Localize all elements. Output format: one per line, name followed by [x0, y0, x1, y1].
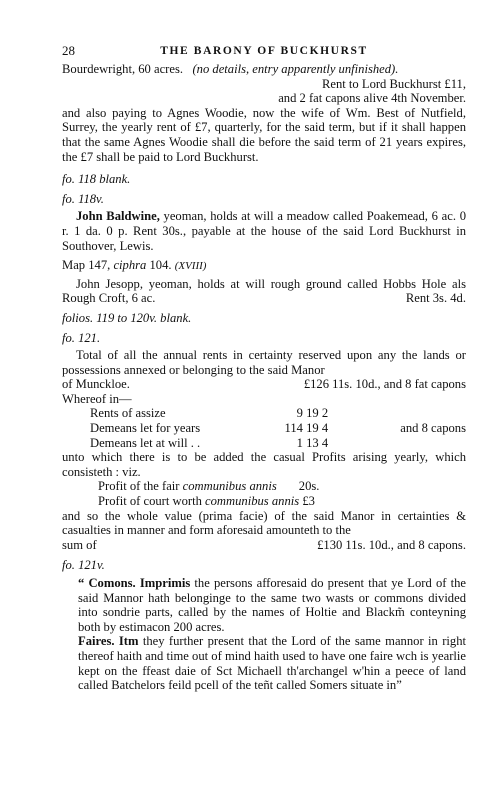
comons-paragraph — [78, 576, 466, 634]
row-extra — [342, 406, 466, 421]
map-reference — [62, 258, 466, 274]
value: £3 — [302, 494, 315, 509]
latin: communibus annis — [182, 479, 277, 494]
folio-121v — [62, 558, 466, 573]
table-row — [90, 421, 466, 436]
faires-paragraph — [78, 634, 466, 692]
value: 20s. — [298, 479, 320, 494]
unto-paragraph: unto which there is to be added the casual Profits arising yearly, which consisteth : viz. — [62, 450, 466, 479]
document-page — [62, 44, 466, 693]
entry-line — [62, 62, 466, 77]
page-header — [62, 44, 466, 62]
total-line — [62, 377, 466, 392]
whereof: Whereof in— — [62, 391, 132, 406]
jesopp-paragraph — [62, 277, 466, 306]
text: John Jesopp, yeoman, holds at will rough ground called Hobbs Hole als Rough Croft, 6 ac. — [62, 276, 466, 306]
text: Profit of the fair — [98, 479, 180, 494]
row-extra: and 8 capons — [400, 421, 466, 436]
capons-line: and 2 fat capons alive 4th November. — [278, 91, 466, 106]
row-label: Demeans let for years — [90, 421, 201, 436]
baldwine-paragraph — [62, 209, 466, 253]
row-value: 9 19 2 — [296, 406, 329, 421]
folio-text: fo. 121. — [62, 330, 101, 345]
map-ref: Map 147, — [62, 258, 111, 273]
text: Profit of court worth — [98, 494, 202, 509]
rent-table — [62, 406, 466, 450]
italic-note: (no details, entry apparently unfinished). — [192, 62, 399, 76]
page-number: 28 — [62, 43, 75, 58]
map-ciphra: ciphra — [113, 258, 147, 273]
row-label: Rents of assize — [90, 406, 166, 421]
text: they further present that the Lord of the same mannor in right thereof haith and time out of mind haith used to have one faire wch is yearlie kept on the ffeast daie of Sct Michaell th'archangel w'hin a peece of land called Batchelors feild pcell of the teñt called Somers situate in” — [78, 634, 466, 693]
text: of Munckloe. — [62, 377, 130, 392]
folio-text: fo. 121v. — [62, 558, 105, 573]
folio-text: fo. 118v. — [62, 191, 104, 206]
rent-line: Rent to Lord Buckhurst £11, — [322, 76, 466, 91]
section-heading: Faires. Itm — [78, 634, 139, 649]
folio-118v — [62, 192, 466, 207]
total-paragraph: Total of all the annual rents in certainty reserved upon any the lands or possessions annexed or belonging to the said Manor — [62, 348, 466, 377]
text: the persons afforesaid do present that ye Lord of the said Mannor hath belonginge to the same two wasts or commons divided into sondrie parts, called by the names of Holtie and Blackm̃ conteyning both by estimacon 200 acres. — [78, 576, 467, 634]
row-value: 1 13 4 — [296, 435, 329, 450]
row-extra — [342, 436, 466, 451]
folio-text: folios. 119 to 120v. blank. — [62, 310, 192, 325]
running-title: THE BARONY OF BUCKHURST — [160, 45, 368, 57]
tenant-name: John Baldwine, — [76, 209, 160, 224]
rent: Rent 3s. 4d. — [405, 291, 466, 306]
whole-value: £130 11s. 10d., and 8 capons. — [317, 537, 466, 552]
text: sum of — [62, 537, 97, 552]
latin: communibus annis — [205, 494, 300, 509]
row-label: Demeans let at will . . — [90, 435, 201, 450]
table-row — [90, 436, 466, 451]
map-number: 104. — [149, 258, 172, 273]
whole-paragraph: and so the whole value (prima facie) of the said Manor in certainties & casualties in manner and form aforesaid amounteth to the — [62, 508, 466, 538]
section-heading: “ Comons. Imprimis — [78, 576, 191, 590]
whole-line — [62, 538, 466, 553]
folios-blank — [62, 311, 466, 326]
table-row — [90, 406, 466, 421]
map-roman: (XVIII) — [174, 260, 207, 273]
woodie-paragraph: and also paying to Agnes Woodie, now the wife of Wm. Best of Nutfield, Surrey, the yearly rent of £7, quarterly, for the said term, but if it shall happen that the same Agnes Woodie shall die before the said term of 21 years expires, the £7 shall be paid to Lord Buckhurst. — [62, 105, 466, 164]
total-value: £126 11s. 10d., and 8 fat capons — [303, 377, 466, 392]
folio-118 — [62, 172, 466, 187]
folio-121 — [62, 331, 466, 346]
quotation — [62, 576, 466, 693]
text: yeoman, holds at will a meadow called Poakemead, 6 ac. 0 r. 1 da. 0 p. Rent 30s., payable at the house of the said Lord Buckhurst in Southover, Lewis. — [62, 209, 466, 253]
row-value: 114 19 4 — [284, 421, 329, 436]
profit-fair — [62, 479, 466, 494]
profit-court — [62, 494, 466, 509]
text: Bourdewright, 60 acres. — [62, 62, 184, 76]
folio-text: fo. 118 blank. — [62, 172, 131, 187]
